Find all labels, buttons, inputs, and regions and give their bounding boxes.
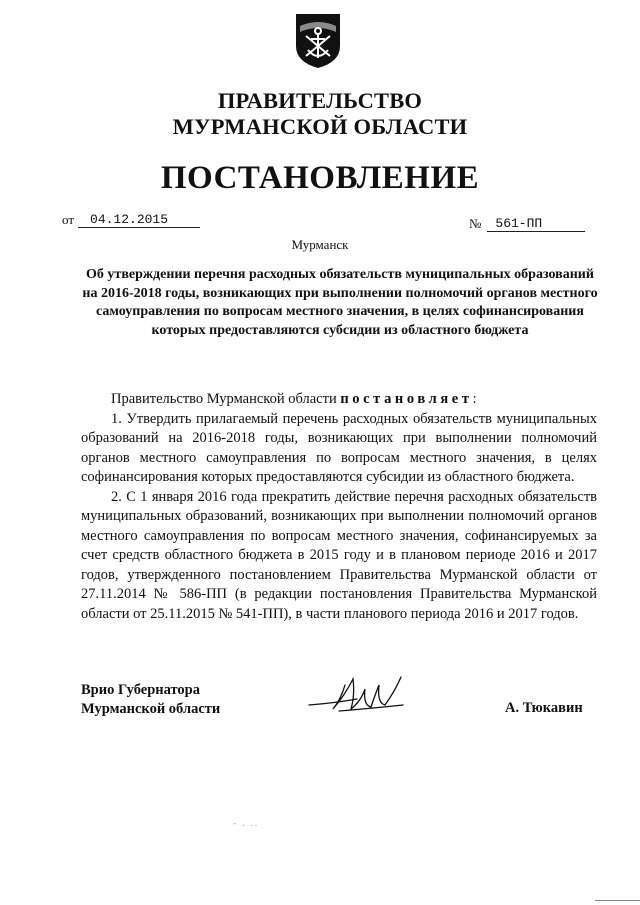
coat-of-arms-emblem [292,10,344,70]
preamble-text: Правительство Мурманской области [111,391,341,407]
position-line1: Врио Губернатора [81,682,200,698]
date-prefix: от [62,212,75,227]
position-line2: Мурманской области [81,700,221,717]
number-field [469,216,585,232]
handwritten-signature [305,665,415,725]
resolves-word: постановляет [340,391,473,407]
item-2: 2. С 1 января 2016 года прекратить действие перечня расходных обязательств муниципальных образований, возникающих при выполнении полномочий органов местного самоуправления по вопросам местного значения, софинансируемых за счет средств областного бюджета в 2015 году и в плановом периоде 2016 и 2017 годов, утвержденного постановлением Правительства Мурманской области от 27.11.2014 № 586-ПП (в редакции постановления Правительства Мурманской области от 25.11.2015 № 541-ПП), в части планового периода 2016 и 2017 годов. [81,488,597,622]
number-prefix: № [469,216,482,231]
org-name-line2: МУРМАНСКОЙ ОБЛАСТИ [172,114,468,139]
signatory-name: А. Тюкавин [505,700,583,716]
number-value: 561-ПП [487,217,585,232]
document-type: ПОСТАНОВЛЕНИЕ [160,160,480,196]
preamble [81,390,597,410]
item-1: 1. Утвердить прилагаемый перечень расходных обязательств муниципальных образований на 2016-2018 годы, возникающих при выполнении полномочий органов местного самоуправления по вопросам местного значения, в целях софинансирования которых предоставляются субсидии из областного бюджета. [81,410,597,485]
footer-line [595,900,640,901]
city: Мурманск [291,237,349,252]
document-subject: Об утверждении перечня расходных обязательств муниципальных образований на 2016-2018 годы, возникающих при выполнении полномочий органов местного самоуправления по вопросам местного значения, в целях софинансирования которых предоставляются субсидии из областного бюджета [82,267,598,338]
org-name-line1: ПРАВИТЕЛЬСТВО [217,88,423,113]
signatory-position [81,681,220,718]
date-value: 04.12.2015 [78,213,200,228]
scan-marks: - . .. [233,818,260,828]
document-body [81,390,597,624]
preamble-end: : [472,391,477,407]
date-field [62,212,200,228]
